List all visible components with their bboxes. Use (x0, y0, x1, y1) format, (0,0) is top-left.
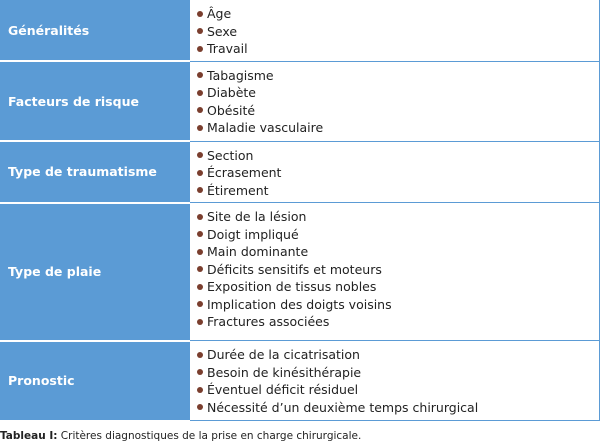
criteria-list (197, 67, 599, 137)
table-row (0, 341, 600, 421)
list-item (197, 23, 599, 41)
bullet-icon (197, 46, 203, 52)
bullet-icon (197, 11, 203, 17)
list-item (197, 102, 599, 120)
bullet-icon (197, 90, 203, 96)
criteria-list (197, 346, 599, 416)
category-cell: Généralités (0, 0, 190, 61)
caption-text: Critères diagnostiques de la prise en charge chirurgicale. (57, 430, 362, 442)
list-item-text: Éventuel déficit résiduel (207, 382, 359, 397)
list-item (197, 381, 599, 399)
list-item (197, 164, 599, 182)
list-item-text: Besoin de kinésithérapie (207, 364, 362, 380)
list-item-text: Étirement (207, 182, 269, 198)
list-item (197, 399, 599, 417)
criteria-list (197, 208, 599, 331)
list-item (197, 147, 599, 165)
category-cell: Type de traumatisme (0, 141, 190, 203)
list-item (197, 296, 599, 314)
table-row (0, 61, 600, 141)
list-item-text: Fractures associées (207, 314, 330, 329)
category-cell: Facteurs de risque (0, 61, 190, 141)
bullet-icon (197, 214, 203, 220)
list-item-text: Obésité (207, 102, 256, 118)
list-item (197, 67, 599, 85)
list-item (197, 182, 599, 200)
criteria-list (197, 147, 599, 200)
table-caption (0, 430, 361, 442)
bullet-icon (197, 301, 203, 307)
list-item-text: Main dominante (207, 244, 309, 259)
list-item-text: Tabagisme (207, 67, 274, 83)
list-item-text: Déficits sensitifs et moteurs (207, 261, 382, 277)
caption-label: Tableau I: (0, 430, 58, 442)
bullet-icon (197, 319, 203, 325)
bullet-icon (197, 170, 203, 176)
table-row (0, 0, 600, 61)
list-item (197, 346, 599, 364)
list-item (197, 5, 599, 23)
bullet-icon (197, 187, 203, 193)
criteria-list (197, 5, 599, 58)
bullet-icon (197, 249, 203, 255)
bullet-icon (197, 266, 203, 272)
list-item-text: Écrasement (207, 165, 282, 180)
list-item (197, 278, 599, 296)
list-item-text: Section (207, 147, 254, 163)
bullet-icon (197, 284, 203, 290)
items-cell (190, 61, 600, 141)
list-item-text: Maladie vasculaire (207, 120, 324, 135)
list-item-text: Nécessité d’un deuxième temps chirurgical (207, 399, 479, 415)
bullet-icon (197, 404, 203, 410)
bullet-icon (197, 352, 203, 358)
list-item-text: Diabète (207, 85, 256, 100)
bullet-icon (197, 152, 203, 158)
list-item-text: Durée de la cicatrisation (207, 347, 360, 362)
bullet-icon (197, 387, 203, 393)
list-item-text: Exposition de tissus nobles (207, 279, 377, 294)
list-item-text: Doigt impliqué (207, 226, 299, 242)
list-item (197, 313, 599, 331)
bullet-icon (197, 28, 203, 34)
list-item-text: Site de la lésion (207, 209, 307, 224)
table-row (0, 203, 600, 341)
bullet-icon (197, 72, 203, 78)
items-cell (190, 141, 600, 203)
category-cell: Pronostic (0, 341, 190, 421)
list-item (197, 243, 599, 261)
table-row (0, 141, 600, 203)
items-cell (190, 203, 600, 341)
list-item (197, 84, 599, 102)
bullet-icon (197, 369, 203, 375)
list-item (197, 261, 599, 279)
list-item (197, 208, 599, 226)
bullet-icon (197, 231, 203, 237)
list-item (197, 40, 599, 58)
list-item-text: Âge (207, 6, 232, 21)
bullet-icon (197, 125, 203, 131)
bullet-icon (197, 107, 203, 113)
list-item (197, 119, 599, 137)
list-item (197, 226, 599, 244)
list-item-text: Sexe (207, 23, 238, 39)
items-cell (190, 0, 600, 61)
list-item-text: Implication des doigts voisins (207, 296, 392, 312)
list-item-text: Travail (207, 41, 248, 56)
items-cell (190, 341, 600, 421)
list-item (197, 364, 599, 382)
category-cell: Type de plaie (0, 203, 190, 341)
